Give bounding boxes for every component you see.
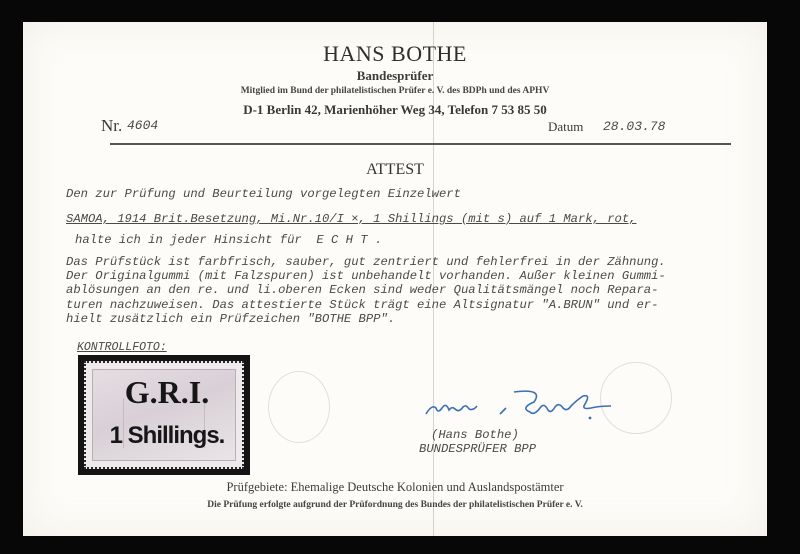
control-photo <box>78 355 250 475</box>
stamp-design <box>92 369 236 461</box>
number-label: Nr. <box>101 116 123 135</box>
regulation-note: Die Prüfung erfolgte aufgrund der Prüfordnung des Bundes der philatelistischen Prüfer e. V. <box>207 500 583 510</box>
attest-heading: ATTEST <box>366 161 424 178</box>
description-line: ablösungen an den re. und li.oberen Ecken sind weder Qualitätsmängel noch Repara- <box>66 283 659 298</box>
overprint-value: 1 Shillings. <box>109 422 225 449</box>
condition-description <box>66 255 666 326</box>
embossed-seal-left <box>268 371 330 443</box>
date-label: Datum <box>548 119 584 134</box>
signer-title: BUNDESPRÜFER BPP <box>419 442 537 456</box>
signer-name: (Hans Bothe) <box>431 428 519 442</box>
verdict-line: halte ich in jeder Hinsicht für E C H T . <box>75 233 383 247</box>
certificate-paper <box>23 22 767 536</box>
certificate-number: 4604 <box>127 118 159 133</box>
description-line: Das Prüfstück ist farbfrisch, sauber, gut zentriert und fehlerfrei in der Zähnung. <box>66 255 666 269</box>
membership-line: Mitglied im Bund der philatelistischen Prüfer e. V. des BDPh und des APHV <box>240 86 550 96</box>
control-photo-label: KONTROLLFOTO: <box>77 341 167 354</box>
statement-intro: Den zur Prüfung und Beurteilung vorgelegten Einzelwert <box>66 187 461 201</box>
description-line: turen nachzuweisen. Das attestierte Stück trägt eine Altsignatur "A.BRUN" und er- <box>66 297 659 312</box>
stamp-image <box>84 361 244 469</box>
address-line: D-1 Berlin 42, Marienhöher Weg 34, Telefon 7 53 85 50 <box>243 102 547 117</box>
certificate-date: 28.03.78 <box>603 119 666 134</box>
examination-areas: Prüfgebiete: Ehemalige Deutsche Kolonien und Auslandspostämter <box>226 480 564 494</box>
header-rule <box>110 143 731 145</box>
examiner-title: Bandesprüfer <box>356 68 434 83</box>
handwritten-signature <box>418 386 628 422</box>
description-line: Der Originalgummi (mit Falzspuren) ist unbehandelt vorhanden. Außer kleinen Gummi- <box>66 269 666 284</box>
description-line: hielt zusätzlich ein Prüfzeichen "BOTHE BPP". <box>66 311 396 326</box>
overprint-gri: G.R.I. <box>124 374 210 410</box>
stamp-identification: SAMOA, 1914 Brit.Besetzung, Mi.Nr.10/I ×, 1 Shillings (mit s) auf 1 Mark, rot, <box>66 212 637 226</box>
examiner-name: HANS BOTHE <box>323 41 467 66</box>
